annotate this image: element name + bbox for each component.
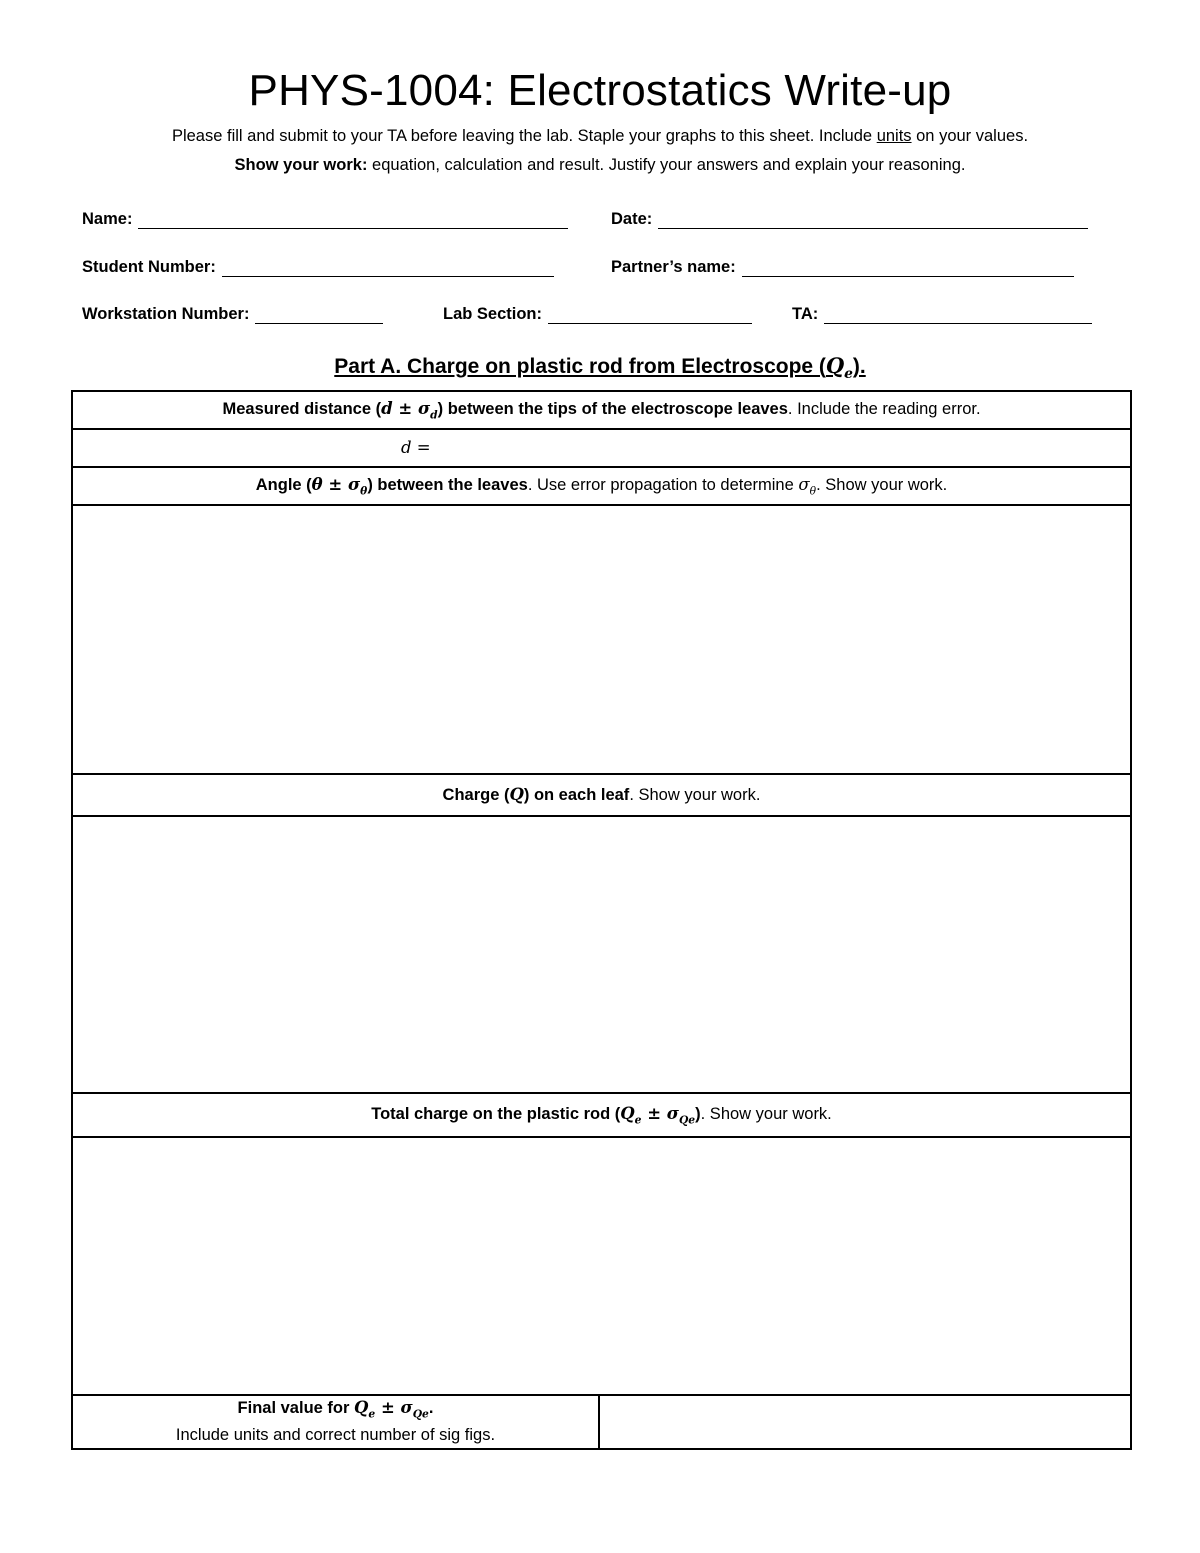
part-a-title-end: ).: [852, 355, 866, 378]
row-header-bold: Total charge on the plastic rod (: [371, 1104, 621, 1123]
show-work-text: equation, calculation and result. Justify your answers and explain your reasoning.: [367, 156, 966, 174]
math-symbol: [311, 474, 368, 498]
measured-distance-header: [72, 391, 1131, 429]
name-input-line[interactable]: [138, 210, 568, 229]
ta-label: TA:: [792, 305, 819, 323]
date-label: Date:: [611, 210, 653, 228]
math-subscript: θ: [809, 484, 817, 498]
math-text: θ ± σ: [311, 474, 361, 494]
ta-input-line[interactable]: [824, 305, 1092, 324]
final-value-note: Include units and correct number of sig figs.: [175, 1425, 496, 1444]
math-text-2: ± σ: [641, 1103, 679, 1123]
math-text: d ± σ: [381, 398, 431, 418]
d-equals-label: d =: [401, 438, 431, 457]
part-a-symbol: $Q_e$: [825, 353, 853, 383]
math-text-2: ± σ: [375, 1398, 413, 1418]
part-a-title-text: Part A. Charge on plastic rod from Electroscope (: [334, 355, 826, 378]
math-symbol: [354, 1398, 429, 1421]
row-header-bold: Angle (: [255, 475, 312, 494]
row-header-bold: Charge (: [442, 786, 510, 804]
row-header-rest-2: . Show your work.: [816, 475, 948, 494]
instructions-text: Please fill and submit to your TA before leaving the lab. Staple your graphs to this sheet. Include: [171, 127, 877, 145]
final-value-input-cell[interactable]: [599, 1395, 1131, 1449]
final-end: .: [428, 1399, 434, 1418]
lab-section-label: Lab Section:: [443, 305, 543, 323]
math-text: Q: [620, 1103, 635, 1123]
workstation-field[interactable]: [82, 305, 383, 324]
lab-section-input-line[interactable]: [548, 305, 752, 324]
math-text: Q: [354, 1398, 369, 1418]
name-field[interactable]: [82, 210, 568, 229]
date-input-line[interactable]: [658, 210, 1088, 229]
row-header-bold-2: ) between the tips of the electroscope leaves: [437, 399, 788, 418]
math-subscript-2: Qe: [412, 1407, 429, 1421]
total-charge-work-area[interactable]: [72, 1137, 1131, 1395]
row-header-bold-2: ) between the leaves: [367, 475, 528, 494]
units-emphasis: units: [876, 127, 912, 145]
student-number-label: Student Number:: [82, 258, 216, 276]
charge-header: [72, 774, 1131, 816]
math-subscript: e: [634, 1113, 642, 1127]
lab-section-field[interactable]: [443, 305, 752, 324]
workstation-input-line[interactable]: [255, 305, 383, 324]
math-subscript-2: Qe: [678, 1113, 696, 1127]
row-header-rest: . Use error propagation to determine: [527, 475, 799, 494]
angle-work-area[interactable]: [72, 505, 1131, 774]
workstation-label: Workstation Number:: [82, 305, 250, 323]
row-header-bold-2: ): [695, 1104, 701, 1123]
math-subscript: e: [368, 1407, 376, 1421]
partner-name-label: Partner’s name:: [611, 258, 736, 276]
name-label: Name:: [82, 210, 133, 228]
math-text: σ: [798, 474, 810, 494]
student-number-input-line[interactable]: [222, 258, 554, 277]
ta-field[interactable]: [792, 305, 1092, 324]
final-value-title: [79, 1396, 592, 1422]
row-header-rest: . Show your work.: [700, 1104, 832, 1123]
date-field[interactable]: [611, 210, 1088, 229]
part-a-heading: [0, 353, 1200, 382]
math-subscript: d: [430, 408, 438, 422]
row-header-bold: Measured distance (: [222, 399, 382, 418]
charge-work-area[interactable]: [72, 816, 1131, 1093]
final-value-label-cell: [72, 1395, 599, 1449]
student-number-field[interactable]: [82, 258, 554, 277]
math-symbol: Q: [509, 785, 524, 804]
instructions-line-2: [0, 156, 1200, 175]
total-charge-header: [72, 1093, 1131, 1137]
math-symbol: [381, 398, 438, 422]
math-symbol: [620, 1103, 696, 1127]
angle-header: [72, 467, 1131, 505]
math-symbol-2: [798, 474, 817, 498]
page-title: PHYS-1004: Electrostatics Write-up: [248, 66, 952, 115]
partner-name-input-line[interactable]: [742, 258, 1074, 277]
part-a-table: [71, 390, 1132, 1450]
row-header-bold-2: ) on each leaf: [523, 786, 630, 804]
instructions-text-end: on your values.: [911, 127, 1029, 145]
math-subscript: θ: [360, 484, 368, 498]
row-header-rest: . Include the reading error.: [787, 399, 981, 418]
d-value-row[interactable]: [72, 429, 1131, 467]
instructions-line-1: [0, 127, 1200, 146]
show-work-label: Show your work:: [234, 156, 368, 174]
row-header-rest: . Show your work.: [629, 786, 761, 804]
final-bold: Final value for: [237, 1399, 354, 1418]
partner-name-field[interactable]: [611, 258, 1074, 277]
